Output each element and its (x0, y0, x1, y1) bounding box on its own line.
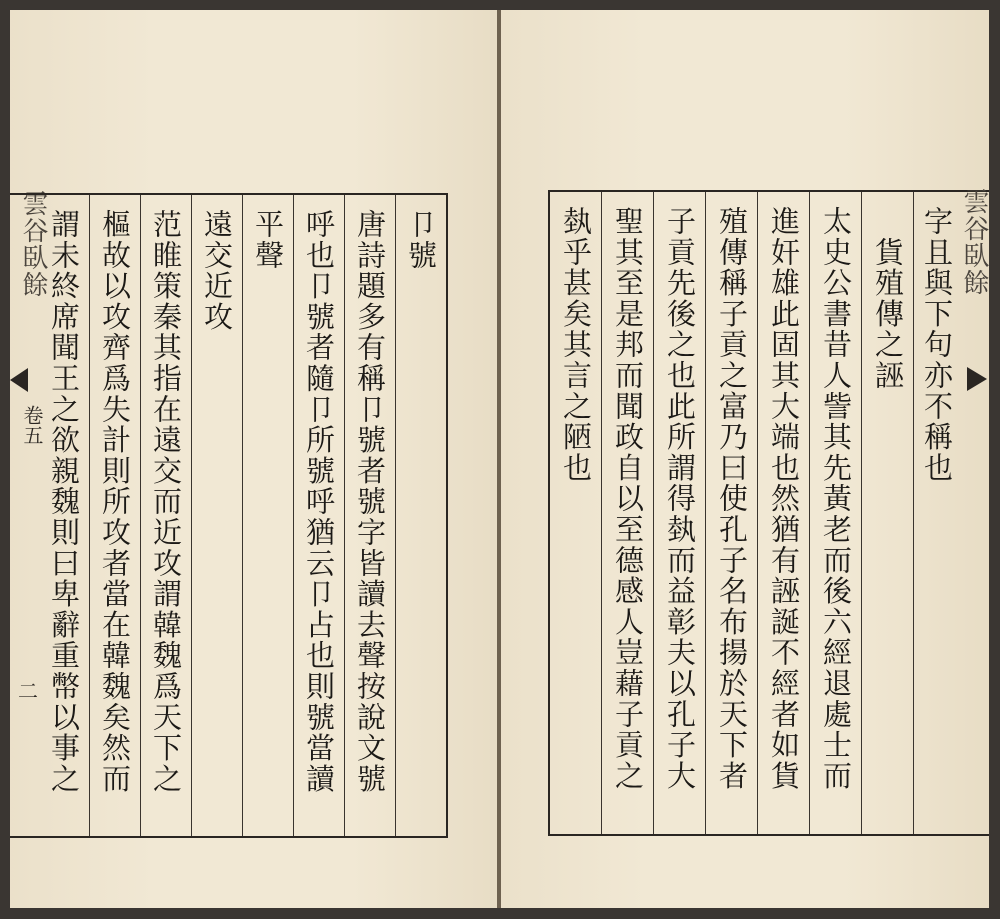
text-column: 樞故以攻齊爲失計則所攻者當在韓魏矣然而 (89, 195, 140, 836)
right-page (501, 10, 989, 908)
text-column: 太史公書昔人訾其先黃老而後六經退處士而 (809, 192, 861, 834)
text-column: 字且與下句亦不稱也 (913, 192, 962, 834)
text-column: 埶乎甚矣其言之陋也 (559, 206, 593, 484)
text-column: 平聲 (242, 195, 293, 836)
right-text-frame (548, 190, 989, 836)
text-column: 唐詩題多有稱卩號者號字皆讀去聲按說文號 (344, 195, 395, 836)
text-column: 遠交近攻 (191, 195, 242, 836)
text-column: 子貢先後之也此所謂得埶而益彰夫以孔子大 (653, 192, 705, 834)
left-text-frame (10, 193, 448, 838)
text-column: 謂未終席聞王之欲親魏則曰卑辭重幣以事之 (47, 209, 81, 795)
text-column: 呼也卩號者隨卩所號呼猶云卩占也則號當讀 (293, 195, 344, 836)
text-column: 貨殖傳之誣 (861, 192, 913, 834)
right-margin-title: 雲谷臥餘 (959, 188, 989, 296)
text-column: 范睢策秦其指在遠交而近攻謂韓魏爲天下之 (140, 195, 191, 836)
folio-number: 二 (18, 679, 38, 703)
fish-tail-ornament (967, 367, 987, 391)
volume-label: 卷五 (20, 405, 44, 445)
left-page (10, 10, 497, 908)
left-margin-title: 雲谷臥餘 (18, 190, 48, 298)
text-column: 卩號 (395, 195, 446, 836)
text-column: 殖傳稱子貢之富乃曰使孔子名布揚於天下者 (705, 192, 757, 834)
text-column: 進奸雄此固其大端也然猶有誣誕不經者如貨 (757, 192, 809, 834)
text-column: 聖其至是邦而聞政自以至德感人豈藉子貢之 (601, 192, 653, 834)
